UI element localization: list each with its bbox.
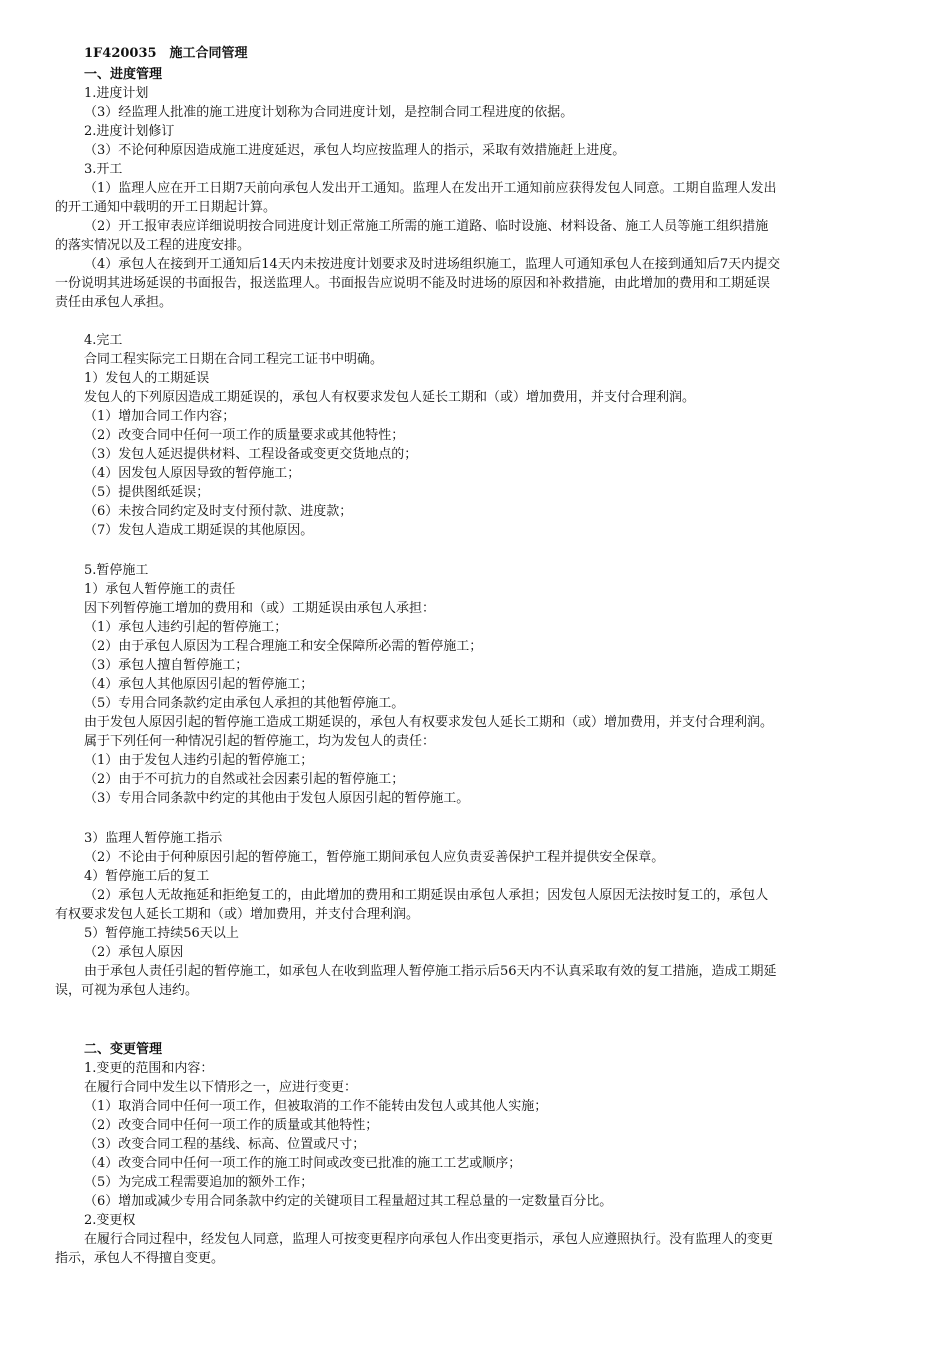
- list-item: （5）为完成工程需要追加的额外工作；: [84, 1175, 314, 1190]
- list-item: （5）专用合同条款约定由承包人承担的其他暂停施工。: [84, 696, 405, 711]
- list-item: （3）改变合同工程的基线、标高、位置或尺寸；: [84, 1137, 366, 1152]
- subsection-title: 4.完工: [84, 333, 123, 348]
- list-item: （2）由于承包人原因为工程合理施工和安全保障所必需的暂停施工；: [84, 639, 483, 654]
- document-heading: 1F420035 施工合同管理: [84, 46, 248, 61]
- paragraph: 由于承包人责任引起的暂停施工，如承包人在收到监理人暂停施工指示后56天内不认真采取有效的复工措施，造成工期延: [84, 964, 777, 979]
- paragraph: 误，可视为承包人违约。: [55, 983, 199, 998]
- paragraph: （2）承包人无故拖延和拒绝复工的，由此增加的费用和工期延误由承包人承担；因发包人原因无法按时复工的，承包人: [84, 888, 769, 903]
- subsection-title: 3.开工: [84, 162, 123, 177]
- paragraph: 指示，承包人不得擅自变更。: [55, 1251, 225, 1266]
- subsection-title: 2.进度计划修订: [84, 124, 175, 139]
- list-item: （6）未按合同约定及时支付预付款、进度款；: [84, 504, 353, 519]
- list-item: （1）承包人违约引起的暂停施工；: [84, 620, 288, 635]
- subsection-title: 2.变更权: [84, 1213, 136, 1228]
- list-item: （2）改变合同中任何一项工作的质量要求或其他特性；: [84, 428, 405, 443]
- section-title: 一、进度管理: [84, 67, 163, 82]
- paragraph: 由于发包人原因引起的暂停施工造成工期延误的，承包人有权要求发包人延长工期和（或）增加费用，并支付合理利润。: [84, 715, 774, 730]
- subsection-title: 5.暂停施工: [84, 563, 149, 578]
- paragraph: 有权要求发包人延长工期和（或）增加费用，并支付合理利润。: [55, 907, 420, 922]
- paragraph: （4）承包人在接到开工通知后14天内未按进度计划要求及时进场组织施工，监理人可通知承包人在接到通知后7天内提交: [84, 257, 781, 272]
- sub-heading: 5）暂停施工持续56天以上: [84, 926, 239, 941]
- list-item: （5）提供图纸延误；: [84, 485, 210, 500]
- sub-heading: 1）发包人的工期延误: [84, 371, 210, 386]
- sub-heading: 1）承包人暂停施工的责任: [84, 582, 236, 597]
- paragraph: 因下列暂停施工增加的费用和（或）工期延误由承包人承担：: [84, 601, 436, 616]
- list-item: （3）发包人延迟提供材料、工程设备或变更交货地点的；: [84, 447, 418, 462]
- subsection-title: 1.变更的范围和内容：: [84, 1061, 214, 1076]
- section-title: 二、变更管理: [84, 1042, 163, 1057]
- list-item: （7）发包人造成工期延误的其他原因。: [84, 523, 314, 538]
- paragraph: （1）监理人应在开工日期7天前向承包人发出开工通知。监理人在发出开工通知前应获得发包人同意。工期自监理人发出: [84, 181, 777, 196]
- subsection-title: 1.进度计划: [84, 86, 149, 101]
- list-item: （1）取消合同中任何一项工作，但被取消的工作不能转由发包人或其他人实施；: [84, 1099, 548, 1114]
- list-item: （3）承包人擅自暂停施工；: [84, 658, 249, 673]
- paragraph: （2）不论由于何种原因引起的暂停施工，暂停施工期间承包人应负责妥善保护工程并提供安全保章。: [84, 850, 665, 865]
- paragraph: 发包人的下列原因造成工期延误的，承包人有权要求发包人延长工期和（或）增加费用，并支付合理利润。: [84, 390, 696, 405]
- paragraph: 一份说明其进场延误的书面报告，报送监理人。书面报告应说明不能及时进场的原因和补救措施，由此增加的费用和工期延误: [55, 276, 771, 291]
- list-item: （2）由于不可抗力的自然或社会因素引起的暂停施工；: [84, 772, 405, 787]
- list-item: （6）增加或减少专用合同条款中约定的关键项目工程量超过其工程总量的一定数量百分比。: [84, 1194, 613, 1209]
- paragraph: （3）不论何种原因造成施工进度延迟，承包人均应按监理人的指示，采取有效措施赶上进度。: [84, 143, 626, 158]
- paragraph: 的开工通知中载明的开工日期起计算。: [55, 200, 277, 215]
- list-item: （4）改变合同中任何一项工作的施工时间或改变已批准的施工工艺或顺序；: [84, 1156, 522, 1171]
- paragraph: 在履行合同过程中，经发包人同意，监理人可按变更程序向承包人作出变更指示，承包人应遵照执行。没有监理人的变更: [84, 1232, 774, 1247]
- list-item: （3）专用合同条款中约定的其他由于发包人原因引起的暂停施工。: [84, 791, 470, 806]
- paragraph: 在履行合同中发生以下情形之一，应进行变更：: [84, 1080, 358, 1095]
- paragraph: （2）开工报审表应详细说明按合同进度计划正常施工所需的施工道路、临时设施、材料设备、施工人员等施工组织措施: [84, 219, 769, 234]
- paragraph: 属于下列任何一种情况引起的暂停施工，均为发包人的责任：: [84, 734, 436, 749]
- list-item: （4）因发包人原因导致的暂停施工；: [84, 466, 301, 481]
- sub-heading: 4）暂停施工后的复工: [84, 869, 210, 884]
- list-item: （4）承包人其他原因引起的暂停施工；: [84, 677, 314, 692]
- list-item: （1）由于发包人违约引起的暂停施工；: [84, 753, 314, 768]
- sub-heading: 3）监理人暂停施工指示: [84, 831, 223, 846]
- paragraph: 合同工程实际完工日期在合同工程完工证书中明确。: [84, 352, 384, 367]
- list-item: （2）承包人原因: [84, 945, 184, 960]
- paragraph: （3）经监理人批准的施工进度计划称为合同进度计划，是控制合同工程进度的依据。: [84, 105, 574, 120]
- paragraph: 的落实情况以及工程的进度安排。: [55, 238, 251, 253]
- paragraph: 责任由承包人承担。: [55, 295, 173, 310]
- list-item: （1）增加合同工作内容；: [84, 409, 236, 424]
- list-item: （2）改变合同中任何一项工作的质量或其他特性；: [84, 1118, 379, 1133]
